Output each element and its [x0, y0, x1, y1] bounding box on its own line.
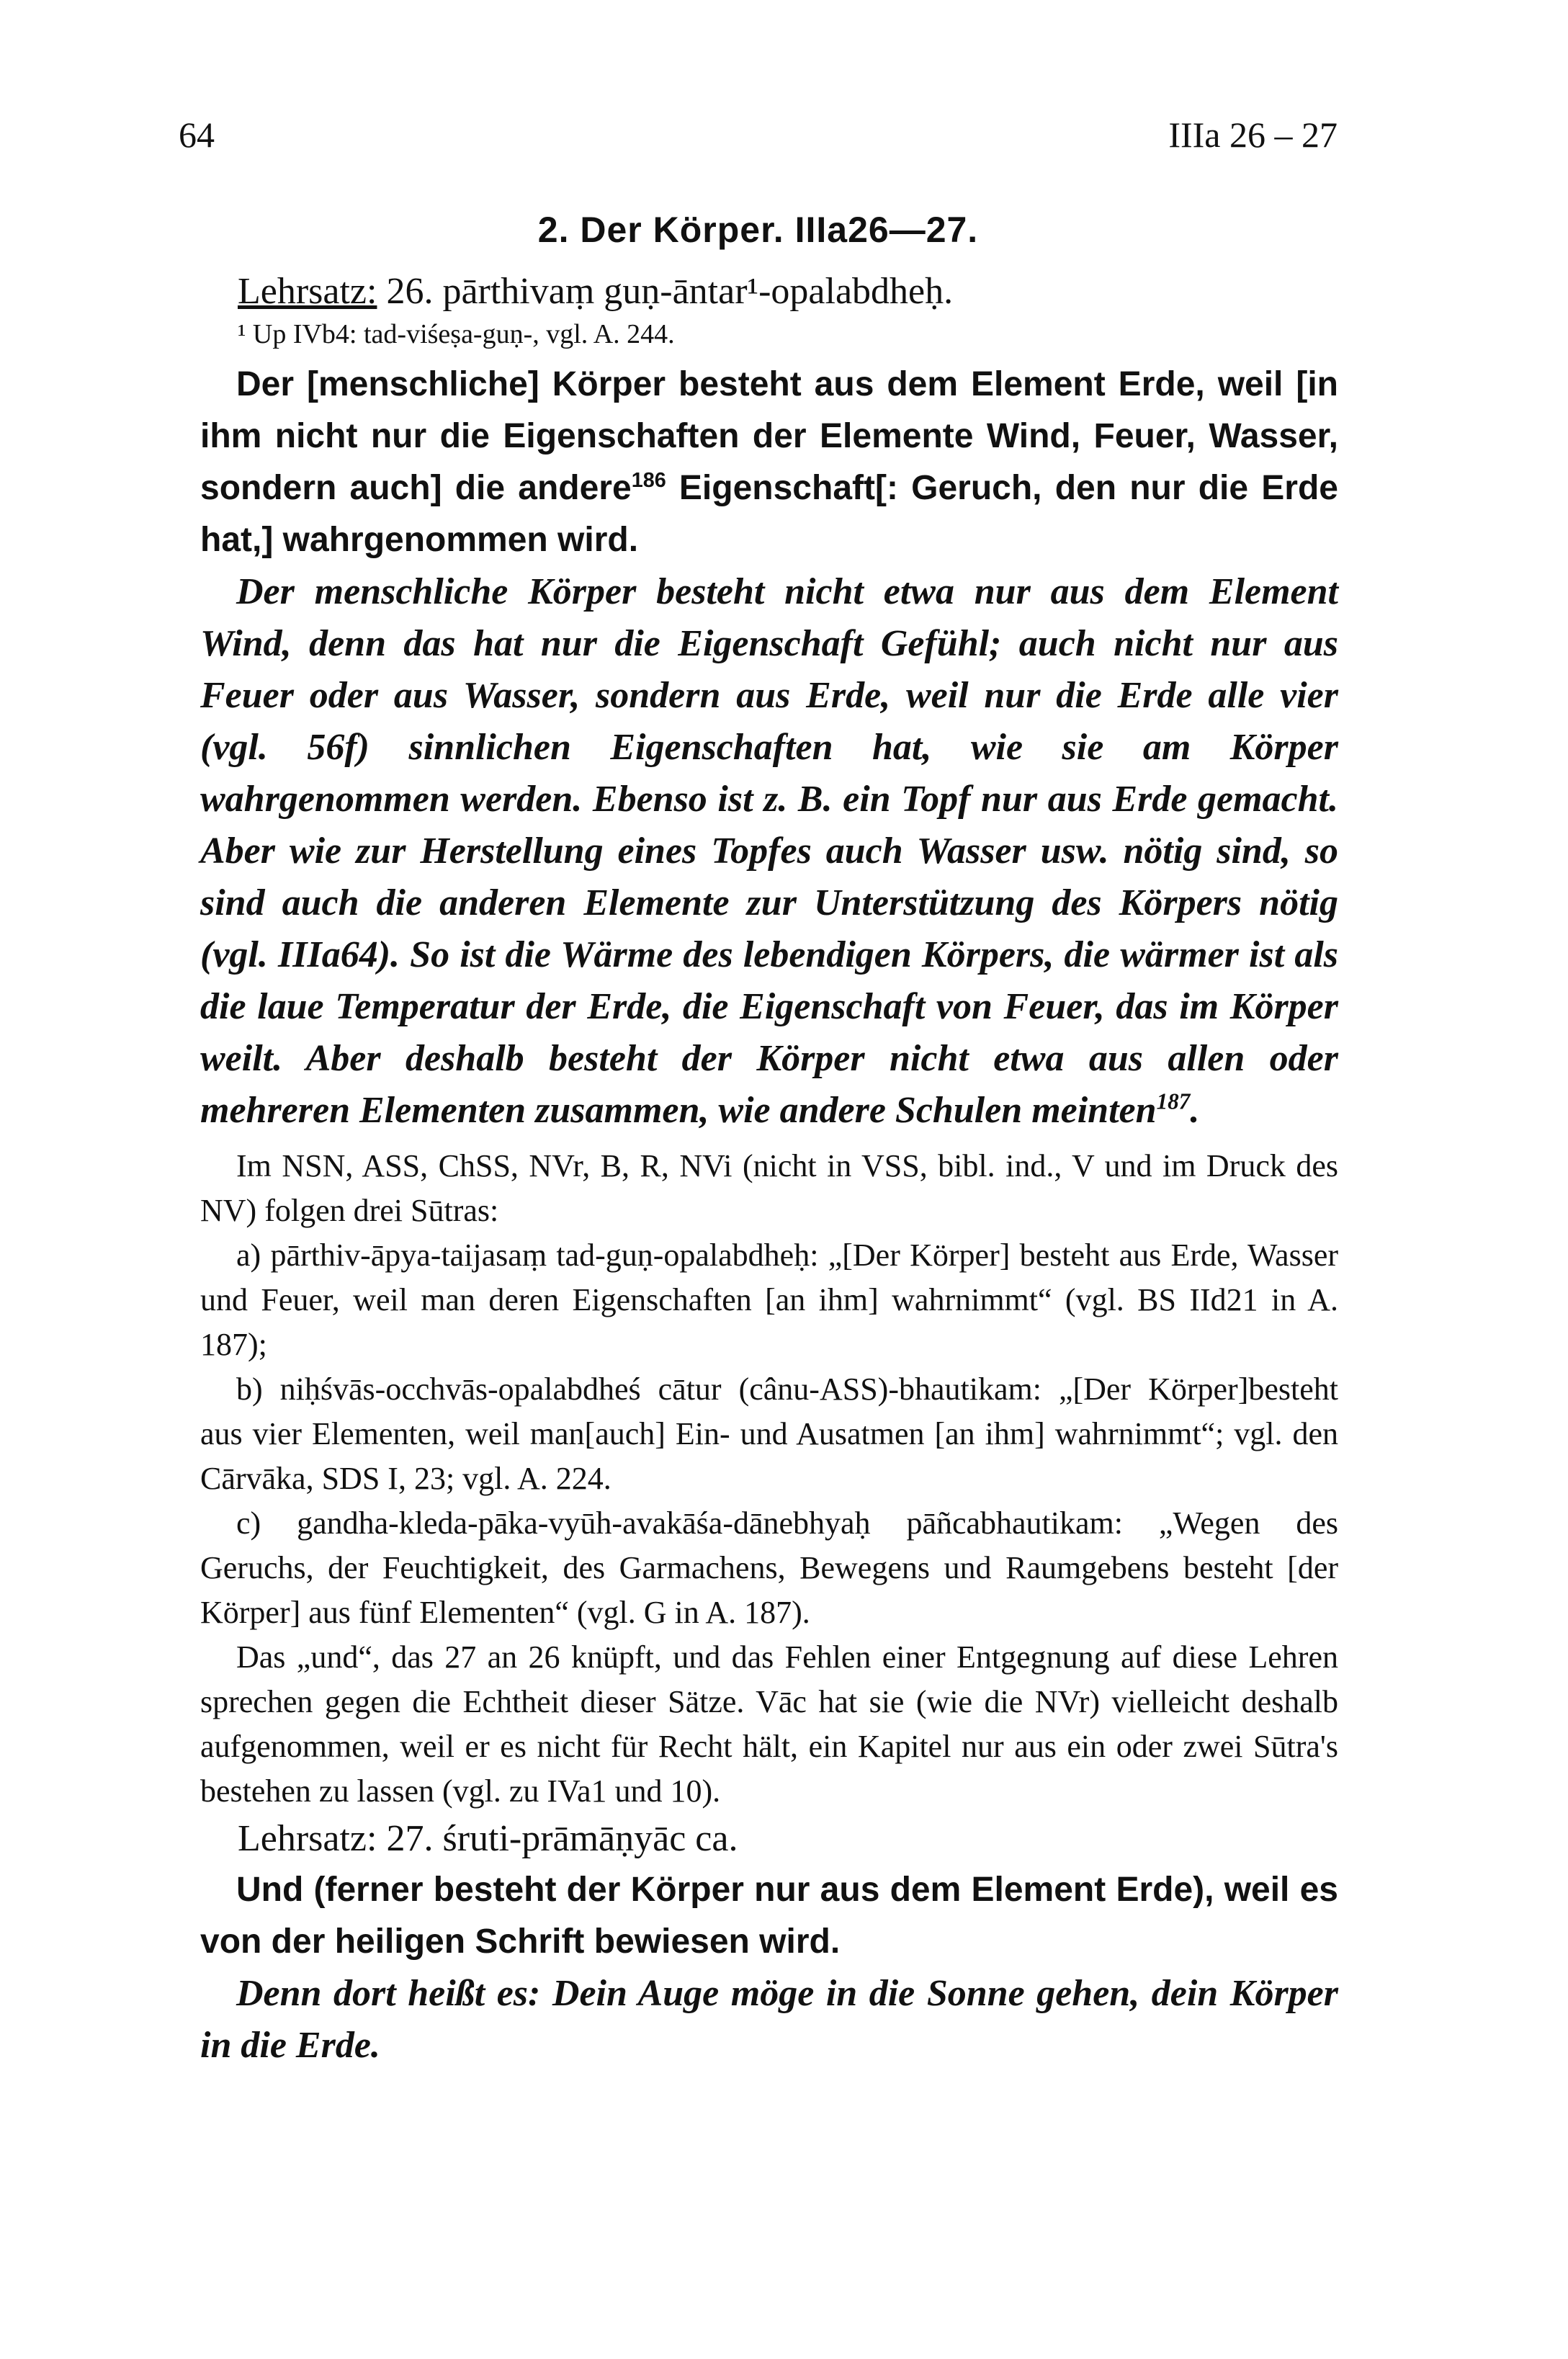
sutra-text: 27. śruti-prāmāṇyāc ca. — [386, 1818, 738, 1859]
note-intro: Im NSN, ASS, ChSS, NVr, B, R, NVi (nicht in VSS, bibl. ind., V und im Druck des NV) folgen drei Sūtras: — [200, 1148, 1338, 1228]
sutra-label: Lehrsatz: — [238, 271, 377, 312]
commentary-end: . — [1190, 1090, 1200, 1131]
page-number: 64 — [179, 115, 215, 155]
sutra-text: 26. pārthivaṃ guṇ-āntar¹-opalabdheḥ. — [386, 271, 954, 312]
list-item-a: a) pārthiv-āpya-taijasaṃ tad-guṇ-opalabdheḥ: „[Der Körper] besteht aus Erde, Wasser und Feuer, weil man deren Eigenschaften [an ihm] wahrnimmt“ (vgl. BS IId21 in A. 187); — [200, 1237, 1338, 1362]
section-title: 2. Der Körper. IIIa26—27. — [537, 210, 979, 250]
commentary-text: Der menschliche Körper besteht nicht etwa nur aus dem Element Wind, denn das hat nur die Eigenschaft Gefühl; auch nicht nur aus Feuer oder aus Wasser, sondern aus Erde, weil nur die Erde alle vier (vgl. 56f) sinnlichen Eigenschaften hat, wie sie am Körper wahrgenommen werden. Ebenso ist z. B. ein Topf nur aus Erde gemacht. Aber wie zur Herstellung eines Topfes auch Wasser usw. nötig sind, so sind auch die anderen Elemente zur Unterstützung des Körpers nötig (vgl. IIIa64). So ist die Wärme des lebendigen Körpers, die wärmer ist als die laue Temperatur der Erde, die Eigenschaft von Feuer, das im Körper weilt. Aber deshalb besteht der Körper nicht etwa aus allen oder mehreren Elementen zusammen, wie andere Schulen meinten — [200, 571, 1338, 1131]
translation-part: Der [menschliche] Körper besteht aus dem Element Erde, weil [in ihm nicht nur die Eigenschaften der Elemente Wind, Feuer, Wasser, sondern auch] die andere — [200, 365, 1338, 507]
note-und: Das „und“, das 27 an 26 knüpft, und das Fehlen einer Entgegnung auf diese Lehren sprechen gegen die Echtheit dieser Sätze. Vāc hat sie (wie die NVr) vielleicht deshalb aufgenommen, weil er es nicht für Recht hält, ein Kapitel nur aus ein oder zwei Sūtra's bestehen zu lassen (vgl. zu IVa1 und 10). — [200, 1639, 1338, 1809]
translation-27: Und (ferner besteht der Körper nur aus dem Element Erde), weil es von der heiligen Schrift bewiesen wird. — [200, 1871, 1338, 1961]
footnote-ref: 186 — [631, 469, 666, 492]
list-item-b: b) niḥśvās-occhvās-opalabdheś cātur (cânu-ASS)-bhautikam: „[Der Körper]besteht aus vier Elementen, weil man[auch] Ein- und Ausatmen [an ihm] wahrnimmt“; vgl. den Cārvāka, SDS I, 23; vgl. A. 224. — [200, 1371, 1338, 1496]
sutra-26 — [200, 267, 1338, 317]
commentary-27: Denn dort heißt es: Dein Auge möge in die Sonne gehen, dein Körper in die Erde. — [200, 1973, 1338, 2066]
translation-26 — [200, 359, 1338, 566]
footnote-ref: 187 — [1156, 1088, 1191, 1114]
sutra-label: Lehrsatz: — [238, 1818, 377, 1859]
list-item-c: c) gandha-kleda-pāka-vyūh-avakāśa-dānebhyaḥ pāñcabhautikam: „Wegen des Geruchs, der Feuchtigkeit, des Garmachens, Bewegens und Raumgebens besteht [der Körper] aus fünf Elementen“ (vgl. G in A. 187). — [200, 1505, 1338, 1630]
footnote-1: ¹ Up IVb4: tad-viśeṣa-guṇ-, vgl. A. 244. — [238, 319, 675, 349]
page-header — [179, 114, 1338, 164]
page-body — [200, 267, 1338, 2072]
translation-part: Eigenschaft[: Geruch, den nur die Erde hat,] wahrgenommen wird. — [200, 469, 1338, 559]
sutra-27 — [200, 1814, 1338, 1864]
running-head: IIIa 26 – 27 — [1168, 115, 1338, 155]
commentary-26 — [200, 566, 1338, 1137]
